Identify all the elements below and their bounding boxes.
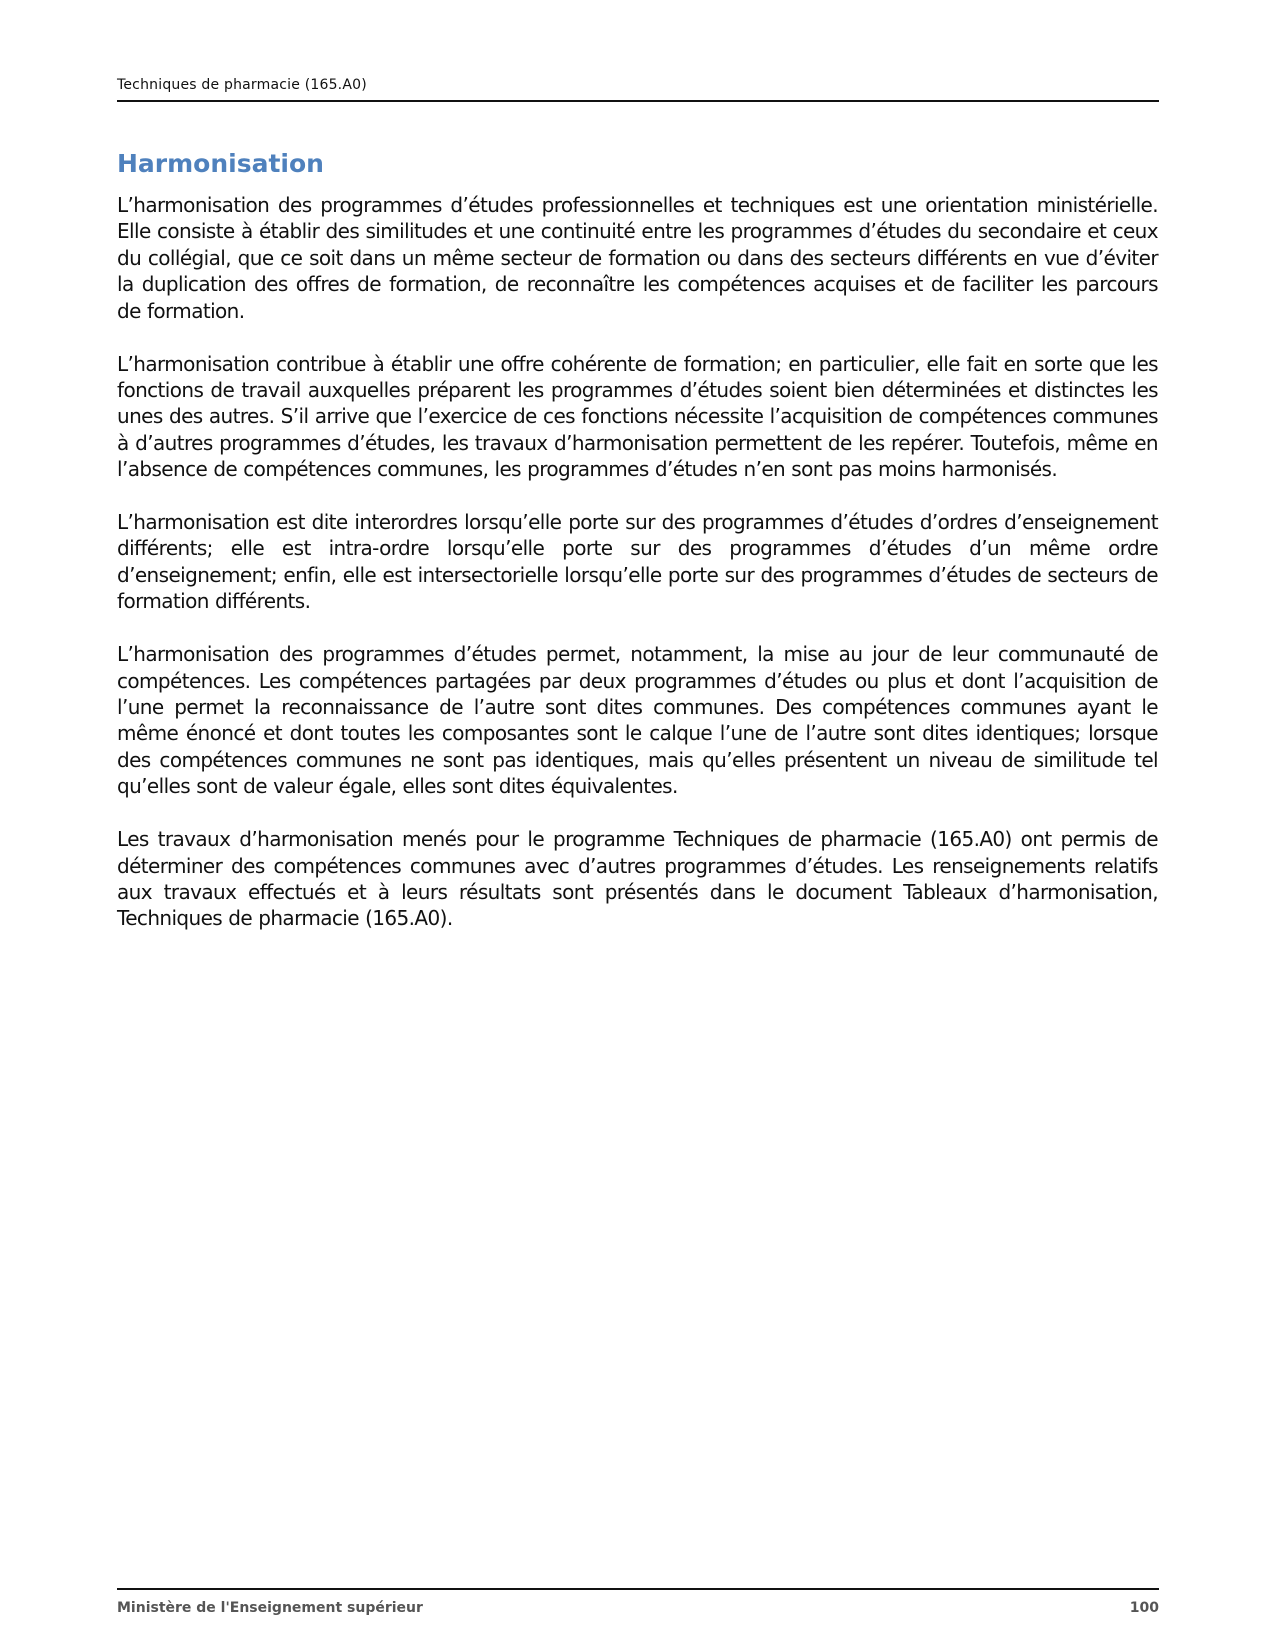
paragraph-program-work: Les travaux d’harmonisation menés pour le programme Techniques de pharmacie (165.A0) ont permis de déterminer des compétences communes avec d’autres programmes d’études. Les renseignements relatifs aux travaux effectués et à leurs résultats sont présentés dans le document Tableaux d’harmonisation, Techniques de pharmacie (165.A0). [117, 827, 1158, 931]
paragraph-types: L’harmonisation est dite interordres lorsqu’elle porte sur des programmes d’études d’ordres d’enseignement différents; elle est intra-ordre lorsqu’elle porte sur des programmes d’études d’un même ordre d’enseignement; enfin, elle est intersectorielle lorsqu’elle porte sur des programmes d’études de secteurs de formation différents. [117, 510, 1158, 614]
paragraph-contribution: L’harmonisation contribue à établir une offre cohérente de formation; en particulier, elle fait en sorte que les fonctions de travail auxquelles préparent les programmes d’études soient bien déterminées et distinctes les unes des autres. S’il arrive que l’exercice de ces fonctions nécessite l’acquisition de compétences communes à d’autres programmes d’études, les travaux d’harmonisation permettent de les repérer. Toutefois, même en l’absence de compétences communes, les programmes d’études n’en sont pas moins harmonisés. [117, 351, 1158, 482]
footer-organization: Ministère de l'Enseignement supérieur [117, 1600, 423, 1616]
paragraph-definition: L’harmonisation des programmes d’études professionnelles et techniques est une orientation ministérielle. Elle consiste à établir des similitudes et une continuité entre les programmes d’études du secondaire et ceux du collégial, que ce soit dans un même secteur de formation ou dans des secteurs différents en vue d’éviter la duplication des offres de formation, de reconnaître les compétences acquises et de faciliter les parcours de formation. [117, 193, 1158, 323]
paragraph-competences: L’harmonisation des programmes d’études permet, notamment, la mise au jour de leur communauté de compétences. Les compétences partagées par deux programmes d’études ou plus et dont l’acquisition de l’une permet la reconnaissance de l’autre sont dites communes. Des compétences communes ayant le même énoncé et dont toutes les composantes sont le calque l’une de l’autre sont dites identiques; lorsque des compétences communes ne sont pas identiques, mais qu’elles présentent un niveau de similitude tel qu’elles sont de valeur égale, elles sont dites équivalentes. [117, 642, 1158, 799]
running-title: Techniques de pharmacie (165.A0) [117, 77, 367, 93]
page-footer [117, 1588, 1159, 1620]
body-text [117, 192, 1158, 958]
section-title: Harmonisation [117, 149, 324, 178]
page-number: 100 [1129, 1600, 1159, 1616]
page-header [117, 76, 1159, 102]
